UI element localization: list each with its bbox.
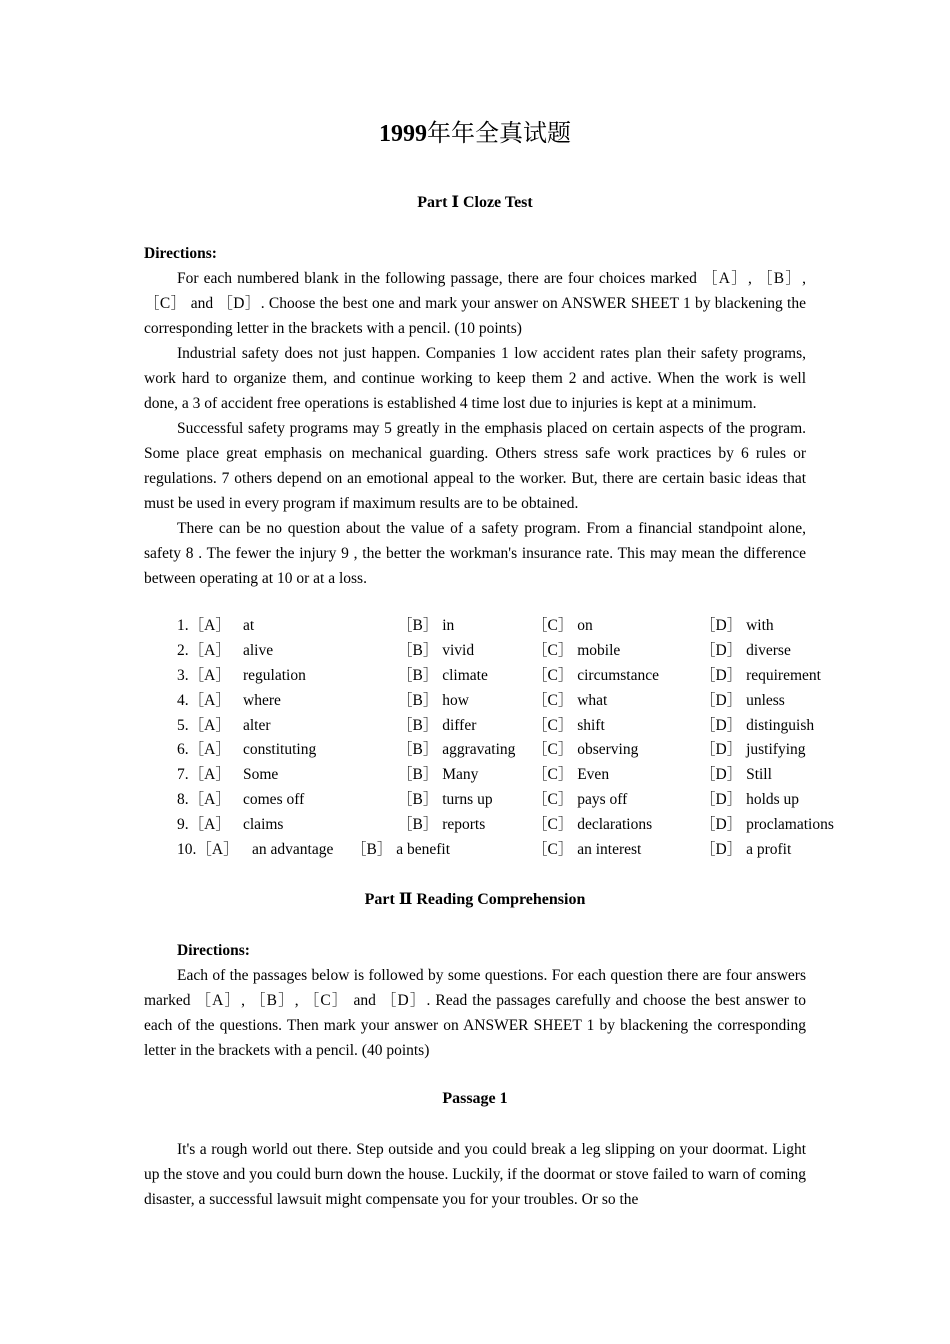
option-row xyxy=(177,614,817,639)
option-d-mark: ［D］ xyxy=(700,716,743,734)
option-a: at xyxy=(243,617,255,634)
option-d xyxy=(700,664,821,689)
option-c-mark: ［C］ xyxy=(532,766,574,784)
option-b-mark: ［B］ xyxy=(397,791,439,809)
option-c-text: what xyxy=(577,691,608,709)
option-c-text: shift xyxy=(577,716,605,734)
option-d xyxy=(700,614,774,639)
option-row xyxy=(177,763,817,788)
option-d-text: proclamations xyxy=(746,816,834,834)
option-c-text: Even xyxy=(577,766,610,784)
option-c xyxy=(532,813,652,838)
option-d-mark: ［D］ xyxy=(700,766,743,784)
option-d xyxy=(700,714,814,739)
directions-text: Each of the passages below is followed by some questions. For each question there are four answers marked ［A］, ［B］, ［C］ and ［D］. Read the passages carefully and choose the best answer to each of the questions. Then mark your answer on ANSWER SHEET 1 by blackening the corresponding letter in the brackets with a pencil. (40 points) xyxy=(144,967,806,1059)
option-c-mark: ［C］ xyxy=(532,617,574,634)
option-a-mark: 4.［A］ xyxy=(177,691,231,709)
option-d-text: unless xyxy=(746,691,785,709)
option-row xyxy=(177,813,834,838)
option-row xyxy=(177,664,821,689)
option-b-mark: ［B］ xyxy=(397,641,439,659)
option-d-mark: ［D］ xyxy=(700,691,743,709)
option-c-text: observing xyxy=(577,741,639,759)
option-b-text: vivid xyxy=(442,641,475,659)
option-b xyxy=(397,714,476,739)
option-c-mark: ［C］ xyxy=(532,741,574,759)
option-c xyxy=(532,738,638,763)
option-d-text: a profit xyxy=(746,841,792,859)
option-d-mark: ［D］ xyxy=(700,617,743,634)
option-a-mark: 8.［A］ xyxy=(177,791,231,809)
option-d-text: requirement xyxy=(746,666,821,684)
option-a: where xyxy=(243,691,281,709)
option-a-mark: 2.［A］ xyxy=(177,641,231,659)
option-d xyxy=(700,689,785,714)
option-b-text: in xyxy=(442,617,455,634)
option-c xyxy=(532,639,620,664)
option-d xyxy=(700,763,772,788)
option-c-text: mobile xyxy=(577,641,621,659)
option-c-mark: ［C］ xyxy=(532,641,574,659)
option-b-mark: ［B］ xyxy=(397,766,439,784)
option-d-mark: ［D］ xyxy=(700,841,743,859)
option-c-mark: ［C］ xyxy=(532,841,574,859)
option-b-text: climate xyxy=(442,666,488,684)
option-a: comes off xyxy=(243,791,305,809)
option-d-text: distinguish xyxy=(746,716,815,734)
cloze-paragraph: Industrial safety does not just happen. Companies 1 low accident rates plan their safety programs, work hard to organize them, and continue working to keep them 2 and active. When the work is well done, a 3 of accident free operations is established 4 time lost due to injuries is kept at a minimum. xyxy=(144,345,806,412)
option-d-mark: ［D］ xyxy=(700,741,743,759)
option-row xyxy=(177,639,817,664)
option-a-mark: 5.［A］ xyxy=(177,716,231,734)
option-c-mark: ［C］ xyxy=(532,691,574,709)
option-c xyxy=(532,614,593,639)
option-row xyxy=(177,838,817,863)
option-a: regulation xyxy=(243,666,306,684)
option-b xyxy=(397,664,488,689)
part2-directions xyxy=(144,938,806,1063)
option-b xyxy=(397,788,493,813)
option-a-mark: 7.［A］ xyxy=(177,766,231,784)
option-row xyxy=(177,689,817,714)
part1-heading: Part Ⅰ Cloze Test xyxy=(417,194,533,211)
option-c xyxy=(532,788,627,813)
option-row xyxy=(177,714,817,739)
cloze-paragraph: Successful safety programs may 5 greatly in the emphasis placed on certain aspects of the program. Some place great emphasis on mechanical guarding. Others stress safe work practices by 6 rules or regulations. 7 others depend on an emotional appeal to the worker. But, there are certain basic ideas that must be used in every program if maximum results are to be obtained. xyxy=(144,420,806,512)
option-a: claims xyxy=(243,816,284,834)
option-b-mark: ［B］ xyxy=(397,716,439,734)
option-b xyxy=(397,689,469,714)
option-c-text: an interest xyxy=(577,841,642,859)
option-c-mark: ［C］ xyxy=(532,716,574,734)
option-c-mark: ［C］ xyxy=(532,816,574,834)
option-d xyxy=(700,788,799,813)
option-b-mark: ［B］ xyxy=(397,741,439,759)
passage-text: It's a rough world out there. Step outside and you could break a leg slipping on your doormat. Light up the stove and you could burn down the house. Luckily, if the doormat or stove failed to warn of coming disaster, a successful lawsuit might compensate you for your troubles. Or so the xyxy=(144,1141,806,1208)
option-c-mark: ［C］ xyxy=(532,791,574,809)
option-b xyxy=(397,813,485,838)
option-d-text: holds up xyxy=(746,791,800,809)
option-b-text: Many xyxy=(442,766,479,784)
option-b-mark: ［B］ xyxy=(351,841,393,859)
option-b-text: reports xyxy=(442,816,486,834)
option-d-mark: ［D］ xyxy=(700,641,743,659)
option-c-mark: ［C］ xyxy=(532,666,574,684)
option-c-text: on xyxy=(577,617,593,634)
option-b xyxy=(397,763,478,788)
option-c-text: declarations xyxy=(577,816,653,834)
option-b-text: a benefit xyxy=(396,841,451,859)
option-b xyxy=(397,639,474,664)
passage-title: Passage 1 xyxy=(442,1090,508,1107)
option-b-mark: ［B］ xyxy=(397,617,439,634)
option-c-text: pays off xyxy=(577,791,628,809)
option-b-mark: ［B］ xyxy=(397,666,439,684)
option-c xyxy=(532,714,605,739)
option-c-text: circumstance xyxy=(577,666,659,684)
option-d xyxy=(700,738,806,763)
option-row xyxy=(177,788,817,813)
option-a-mark: 1.［A］ xyxy=(177,617,231,634)
title-year: 1999 xyxy=(379,121,427,147)
option-b-text: turns up xyxy=(442,791,493,809)
option-a: an advantage xyxy=(252,841,334,859)
option-d-text: justifying xyxy=(746,741,806,759)
option-a: alive xyxy=(243,641,274,659)
option-a-mark: 6.［A］ xyxy=(177,741,231,759)
passage-1 xyxy=(144,1137,806,1212)
option-a-mark: 10.［A］ xyxy=(177,841,239,859)
cloze-options xyxy=(177,614,834,863)
option-b xyxy=(351,838,450,863)
option-a-mark: 9.［A］ xyxy=(177,816,231,834)
option-d-text: diverse xyxy=(746,641,791,659)
option-row xyxy=(177,738,817,763)
directions-label: Directions: xyxy=(177,942,250,959)
option-a: constituting xyxy=(243,741,317,759)
option-b-text: how xyxy=(442,691,469,709)
option-d-mark: ［D］ xyxy=(700,816,743,834)
part1-directions xyxy=(144,241,806,591)
option-d-text: Still xyxy=(746,766,772,784)
option-b-mark: ［B］ xyxy=(397,691,439,709)
option-d-mark: ［D］ xyxy=(700,791,743,809)
directions-text: For each numbered blank in the following passage, there are four choices marked ［A］, ［B］, ［C］ and ［D］. Choose the best one and mark your answer on ANSWER SHEET 1 by blackening the corresponding letter in the brackets with a pencil. (10 points) xyxy=(144,270,806,337)
option-c xyxy=(532,664,659,689)
option-c xyxy=(532,763,609,788)
option-c xyxy=(532,838,641,863)
option-d xyxy=(700,639,791,664)
option-d xyxy=(700,813,834,838)
option-d-mark: ［D］ xyxy=(700,666,743,684)
option-a-mark: 3.［A］ xyxy=(177,666,231,684)
part2-heading: Part Ⅱ Reading Comprehension xyxy=(364,891,586,908)
title-text: 年年全真试题 xyxy=(427,121,571,147)
option-b-text: aggravating xyxy=(442,741,516,759)
option-b-mark: ［B］ xyxy=(397,816,439,834)
option-c xyxy=(532,689,607,714)
option-a: alter xyxy=(243,716,271,734)
directions-label: Directions: xyxy=(144,245,217,262)
option-d xyxy=(700,838,791,863)
option-b-text: differ xyxy=(442,716,477,734)
cloze-paragraph: There can be no question about the value of a safety program. From a financial standpoint alone, safety 8 . The fewer the injury 9 , the better the workman's insurance rate. This may mean the difference between operating at 10 or at a loss. xyxy=(144,520,806,587)
page-title xyxy=(0,118,950,150)
option-a: Some xyxy=(243,766,279,784)
option-b xyxy=(397,614,454,639)
option-d-text: with xyxy=(746,617,774,634)
option-b xyxy=(397,738,515,763)
